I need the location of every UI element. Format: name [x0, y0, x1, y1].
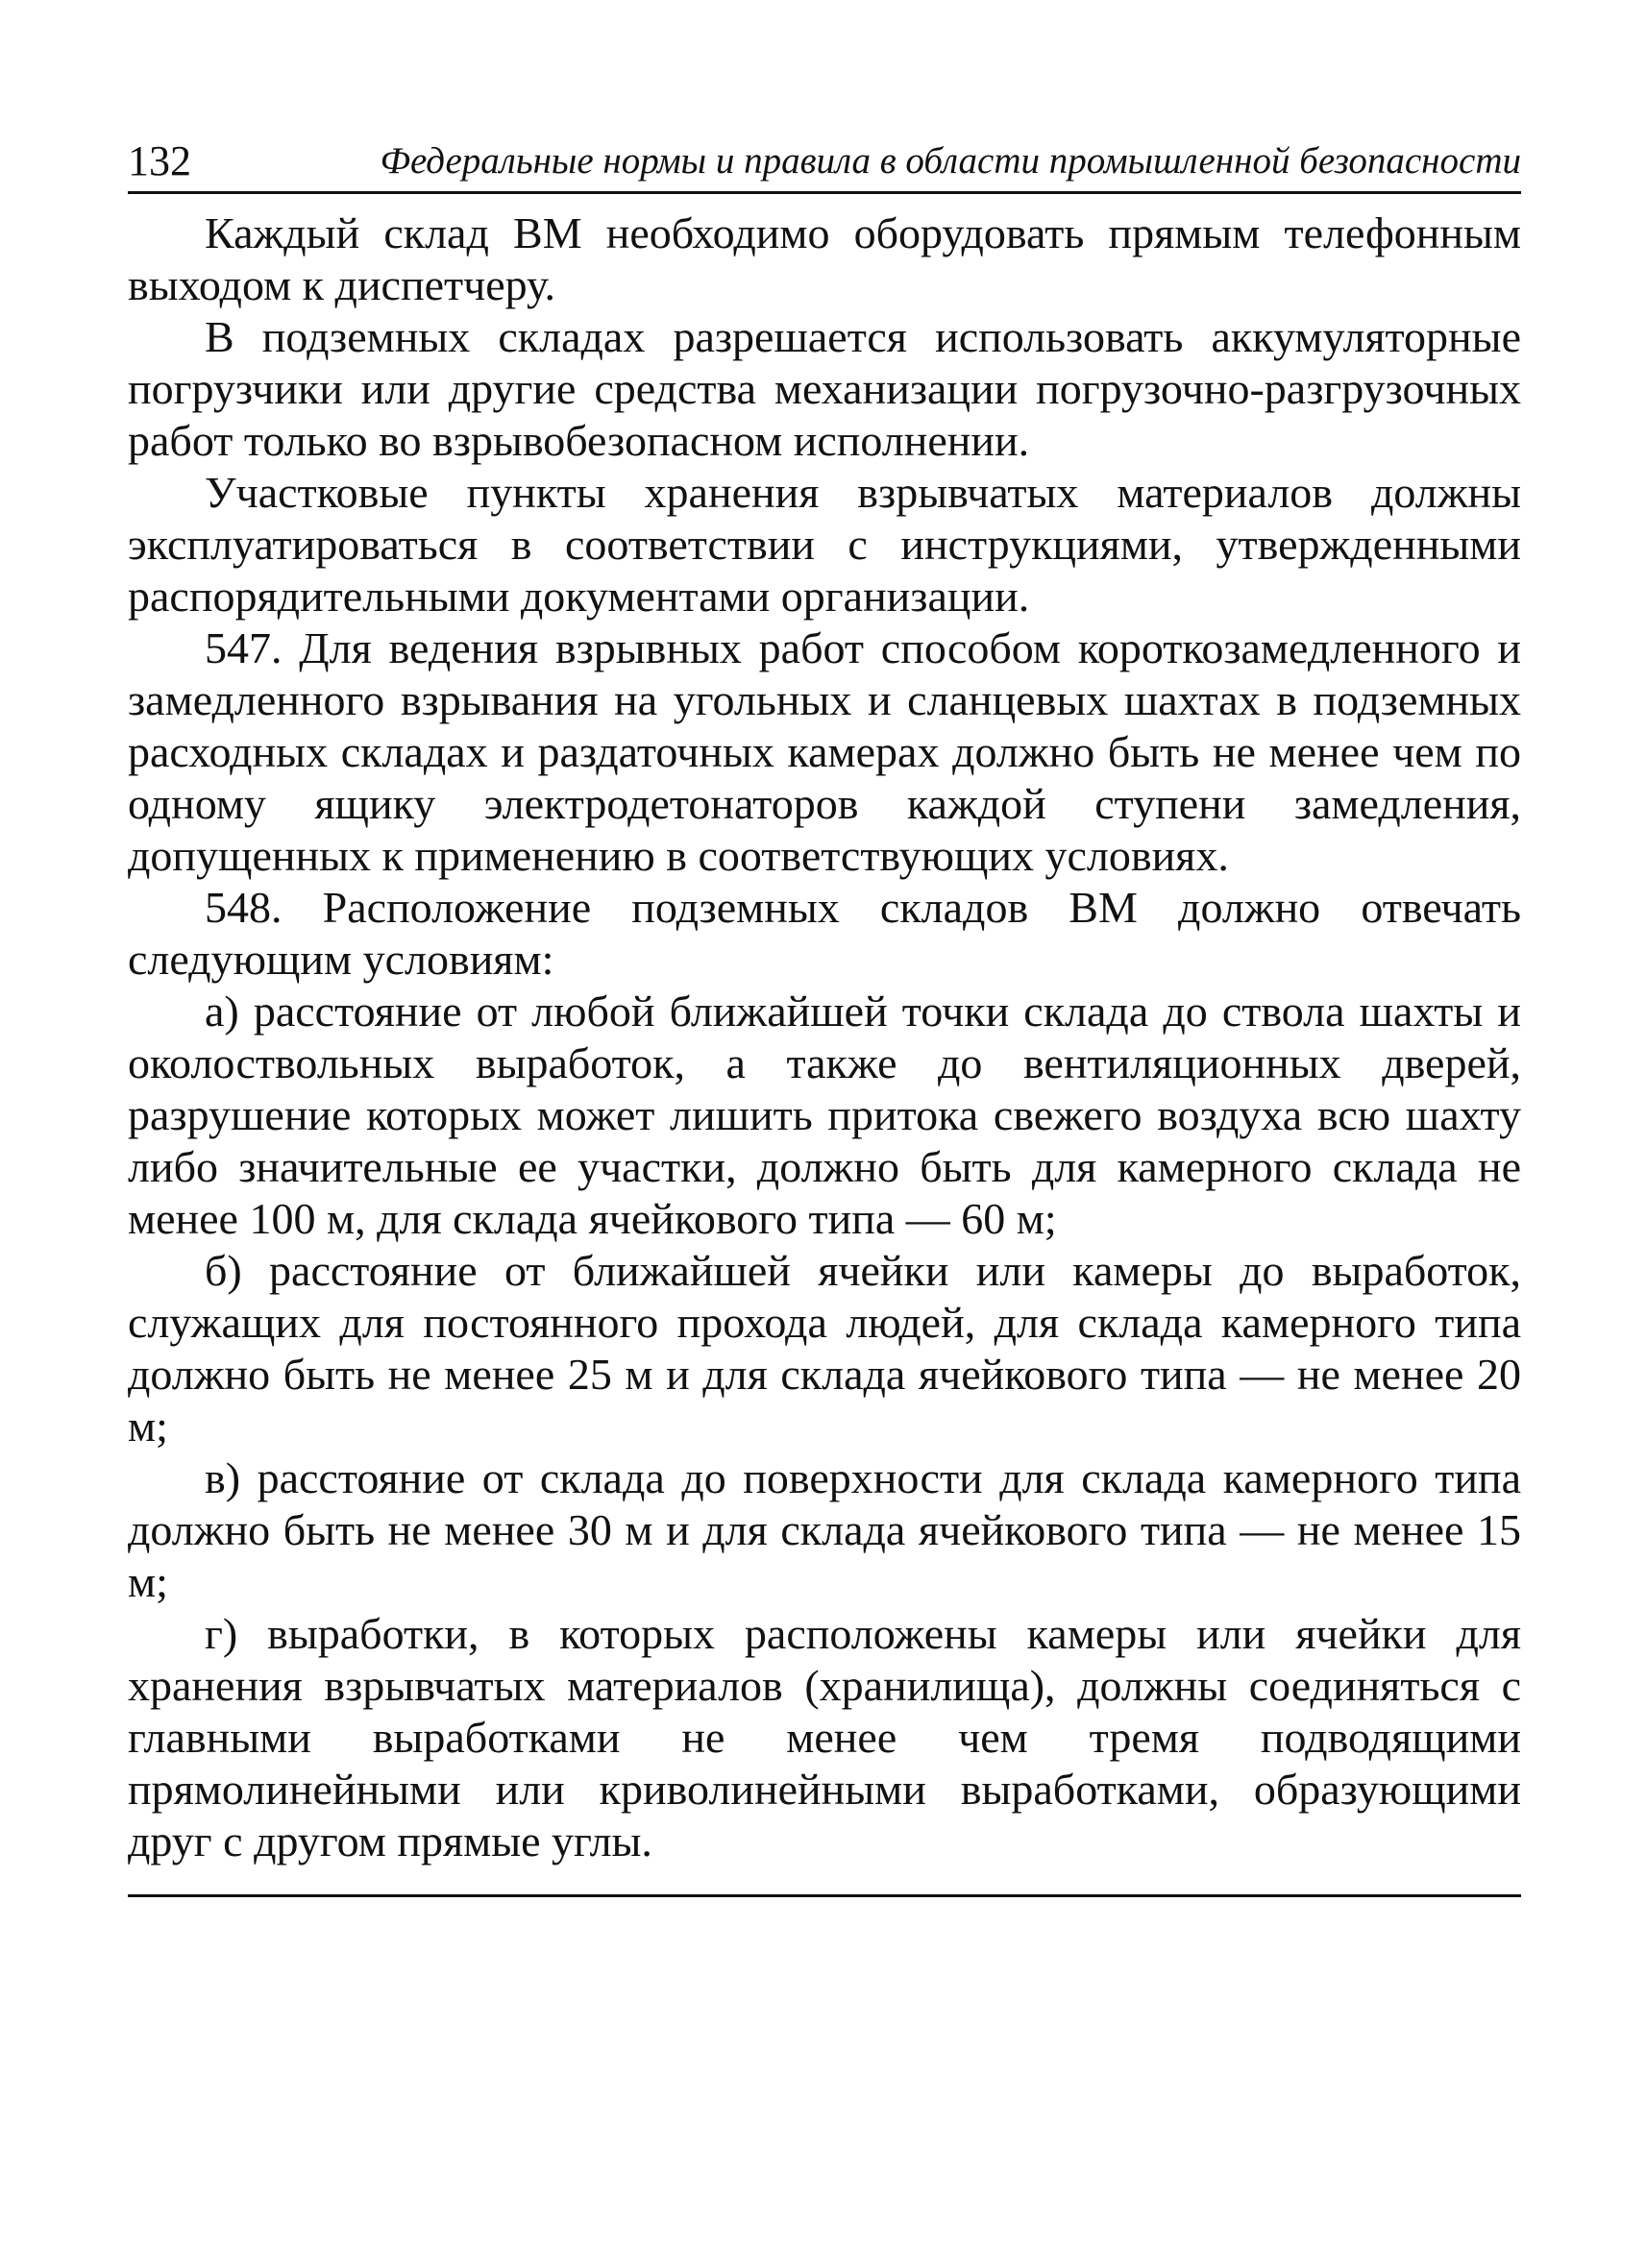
paragraph: Каждый склад ВМ необходимо оборудовать прямым телефонным выходом к диспетчеру. [128, 208, 1521, 309]
running-title: Федеральные нормы и правила в области промышленной безопасности [380, 140, 1521, 182]
header-rule [128, 191, 1521, 194]
document-page [128, 134, 1521, 1897]
paragraph: г) выработки, в которых расположены камеры или ячейки для хранения взрывчатых материалов (хранилища), должны соединяться с главными выработками не менее чем тремя подводящими прямолинейными или криволинейными выработками, образующими друг с другом прямые углы. [128, 1609, 1521, 1866]
paragraph: В подземных складах разрешается использовать аккумуляторные погрузчики или другие средства механизации погрузочно-разгрузочных работ только во взрывобезопасном исполнении. [128, 312, 1521, 465]
page-header [128, 134, 1521, 194]
paragraph: 547. Для ведения взрывных работ способом короткозамедленного и замедленного взрывания на угольных и сланцевых шахтах в подземных расходных складах и раздаточных камерах должно быть не менее чем по одному ящику электродетонаторов каждой ступени замедления, допущенных к применению в соответствующих условиях. [128, 623, 1521, 880]
paragraph: а) расстояние от любой ближайшей точки склада до ствола шахты и околоствольных выработок, а также до вентиляционных дверей, разрушение которых может лишить притока свежего воздуха всю шахту либо значительные ее участки, должно быть для камерного склада не менее 100 м, для склада ячейкового типа — 60 м; [128, 987, 1521, 1243]
document-body [128, 207, 1521, 1867]
paragraph: Участковые пункты хранения взрывчатых материалов должны эксплуатироваться в соответствии с инструкциями, утвержденными распорядительными документами организации. [128, 468, 1521, 621]
paragraph: в) расстояние от склада до поверхности для склада камерного типа должно быть не менее 30 м и для склада ячейкового типа — не менее 15 м; [128, 1453, 1521, 1606]
paragraph: 548. Расположение подземных складов ВМ должно отвечать следующим условиям: [128, 883, 1521, 984]
paragraph: б) расстояние от ближайшей ячейки или камеры до выработок, служащих для постоянного прохода людей, для склада камерного типа должно быть не менее 25 м и для склада ячейкового типа — не менее 20 м; [128, 1246, 1521, 1451]
page-number: 132 [128, 137, 191, 184]
footer-rule [128, 1894, 1521, 1897]
